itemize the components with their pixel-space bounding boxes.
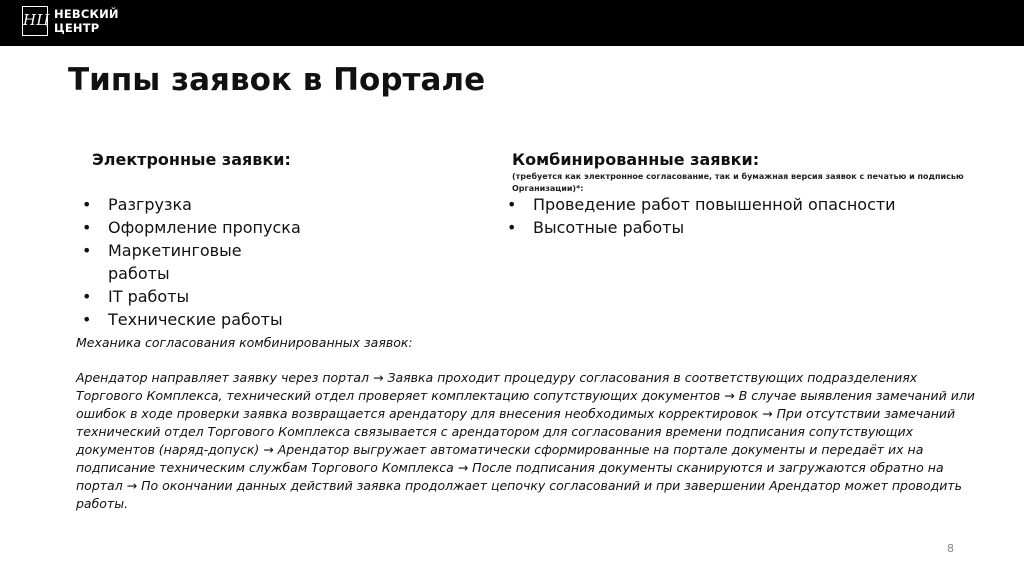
logo-text — [54, 7, 119, 35]
bullet-icon: • — [82, 195, 92, 214]
list-item-label: Высотные работы — [533, 218, 685, 237]
electronic-requests-list — [82, 193, 302, 331]
combined-requests-note: (требуется как электронное согласование, так и бумажная версия заявок с печатью и подписью Организации)*: — [512, 172, 964, 193]
list-item — [82, 285, 302, 308]
list-item-label: Маркетинговые работы — [108, 241, 242, 283]
list-item — [82, 239, 302, 285]
list-item-label: Проведение работ повышенной опасности — [533, 195, 896, 214]
list-item-label: IT работы — [108, 287, 190, 306]
list-item-label: Разгрузка — [108, 195, 192, 214]
bullet-icon: • — [507, 195, 517, 214]
bullet-icon: • — [82, 287, 92, 306]
page-title: Типы заявок в Портале — [68, 62, 486, 98]
logo-icon: НЦ — [22, 6, 48, 36]
bullet-icon: • — [507, 218, 517, 237]
combined-requests-heading: Комбинированные заявки: — [512, 150, 760, 169]
combined-requests-list — [507, 193, 987, 239]
electronic-requests-heading: Электронные заявки: — [92, 150, 291, 169]
page-number: 8 — [947, 542, 954, 555]
bullet-icon: • — [82, 241, 92, 260]
bullet-icon: • — [82, 310, 92, 329]
bullet-icon: • — [82, 218, 92, 237]
list-item — [507, 193, 987, 216]
list-item-label: Оформление пропуска — [108, 218, 301, 237]
list-item — [82, 216, 302, 239]
mechanics-title: Механика согласования комбинированных заявок: — [76, 335, 413, 350]
list-item — [82, 308, 302, 331]
logo-line-2: ЦЕНТР — [54, 21, 100, 35]
header-bar — [0, 0, 1024, 46]
mechanics-body: Арендатор направляет заявку через портал → Заявка проходит процедуру согласования в соответствующих подразделениях Торгового Комплекса, технический отдел проверяет комплектацию сопутствующих документов → В случае выявления замечаний или ошибок в ходе проверки заявка возвращается арендатору для внесения необходимых корректировок → При отсутствии замечаний технический отдел Торгового Комплекса связывается с арендатором для согласования времени подписания сопутствующих документов (наряд-допуск) → Арендатор выгружает автоматически сформированные на портале документы и передаёт их на подписание техническим службам Торгового Комплекса → После подписания документы сканируются и загружаются обратно на портал → По окончании данных действий заявка продолжает цепочку согласований и при завершении Арендатор может проводить работы. — [76, 370, 975, 511]
list-item-label: Технические работы — [108, 310, 283, 329]
list-item — [507, 216, 987, 239]
list-item — [82, 193, 302, 216]
logo-line-1: НЕВСКИЙ — [54, 7, 119, 21]
